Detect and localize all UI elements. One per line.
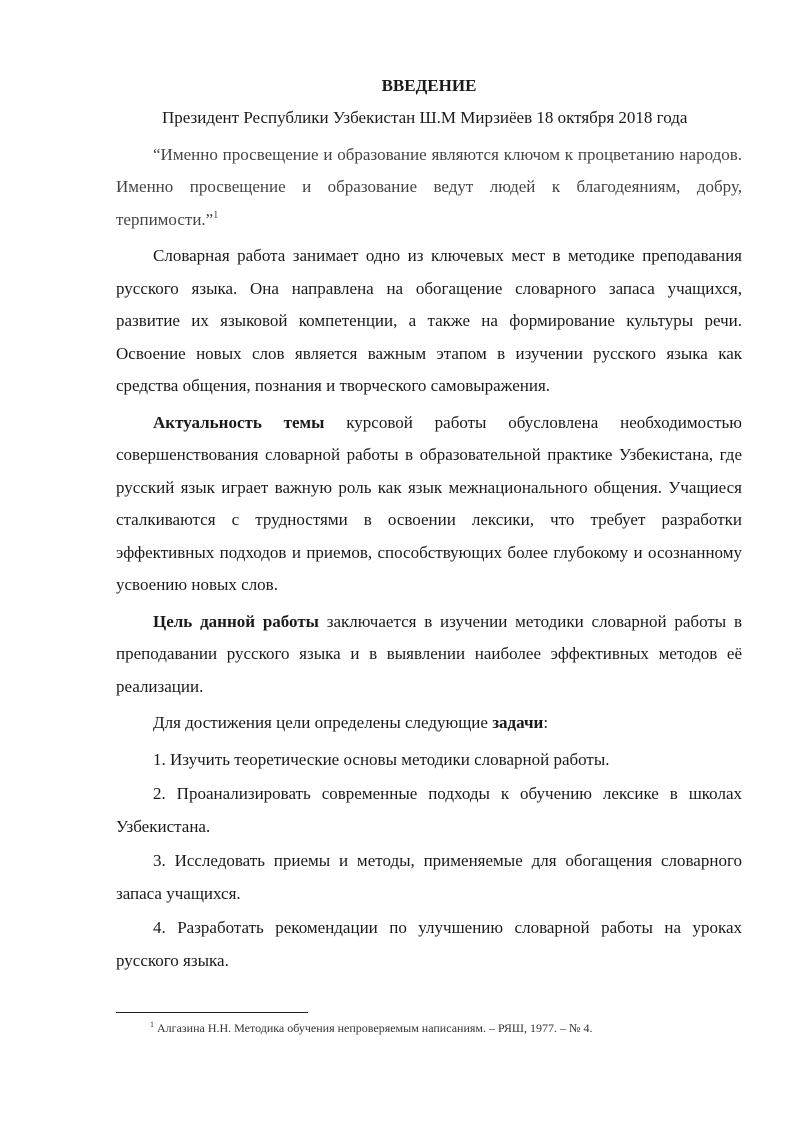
paragraph-relevance (116, 407, 742, 602)
relevance-heading: Актуальность темы (153, 412, 325, 432)
tasks-heading: задачи (492, 713, 544, 732)
footnote-text: Алгазина Н.Н. Методика обучения непроверяемым написаниям. – РЯШ, 1977. – № 4. (154, 1021, 593, 1035)
paragraph-tasks-intro (116, 707, 742, 740)
footnote-mark: 1 (150, 1020, 154, 1029)
task-item-3: 3. Исследовать приемы и методы, применяемые для обогащения словарного запаса учащихся. (116, 851, 742, 903)
footnote-separator (116, 1012, 308, 1013)
intro-paragraph: Президент Республики Узбекистан Ш.М Мирзиёев 18 октября 2018 года (162, 108, 688, 127)
goal-text: заключается в изучении методики словарной работы в преподавании русского языка и в выявлении наиболее эффективных методов её реализации. (116, 611, 742, 696)
tasks-intro-colon: : (543, 713, 549, 732)
paragraph-goal (116, 606, 742, 704)
quote-text: “Именно просвещение и образование являются ключом к процветанию народов. Именно просвещение и образование ведут людей к благодеяниям, добру, терпимости.” (116, 144, 742, 229)
paragraph-vocabulary-work: Словарная работа занимает одно из ключевых мест в методике преподавания русского языка. Она направлена на обогащение словарного запаса учащихся, развитие их языковой компетенции, а также на формирование культуры речи. Освоение новых слов является важным этапом в изучении русского языка как средства общения, познания и творческого самовыражения. (116, 246, 742, 395)
footnote (150, 1020, 750, 1036)
page-title: ВВЕДЕНИЕ (381, 76, 477, 95)
goal-heading: Цель данной работы (153, 611, 319, 631)
document-page (116, 74, 742, 979)
tasks-intro-text: Для достижения цели определены следующие (153, 713, 493, 732)
quote-paragraph (116, 139, 742, 237)
task-item-4: 4. Разработать рекомендации по улучшению словарной работы на уроках русского языка. (116, 918, 742, 970)
task-item-2: 2. Проанализировать современные подходы к обучению лексике в школах Узбекистана. (116, 784, 742, 836)
relevance-text: курсовой работы обусловлена необходимостью совершенствования словарной работы в образовательной практике Узбекистана, где русский язык играет важную роль как язык межнационального общения. Учащиеся сталкиваются с трудностями в освоении лексики, что требует разработки эффективных подходов и приемов, способствующих более глубокому и осознанному усвоению новых слов. (116, 412, 742, 594)
footnote-reference[interactable]: 1 (213, 209, 219, 221)
task-item-1: 1. Изучить теоретические основы методики словарной работы. (153, 749, 610, 769)
